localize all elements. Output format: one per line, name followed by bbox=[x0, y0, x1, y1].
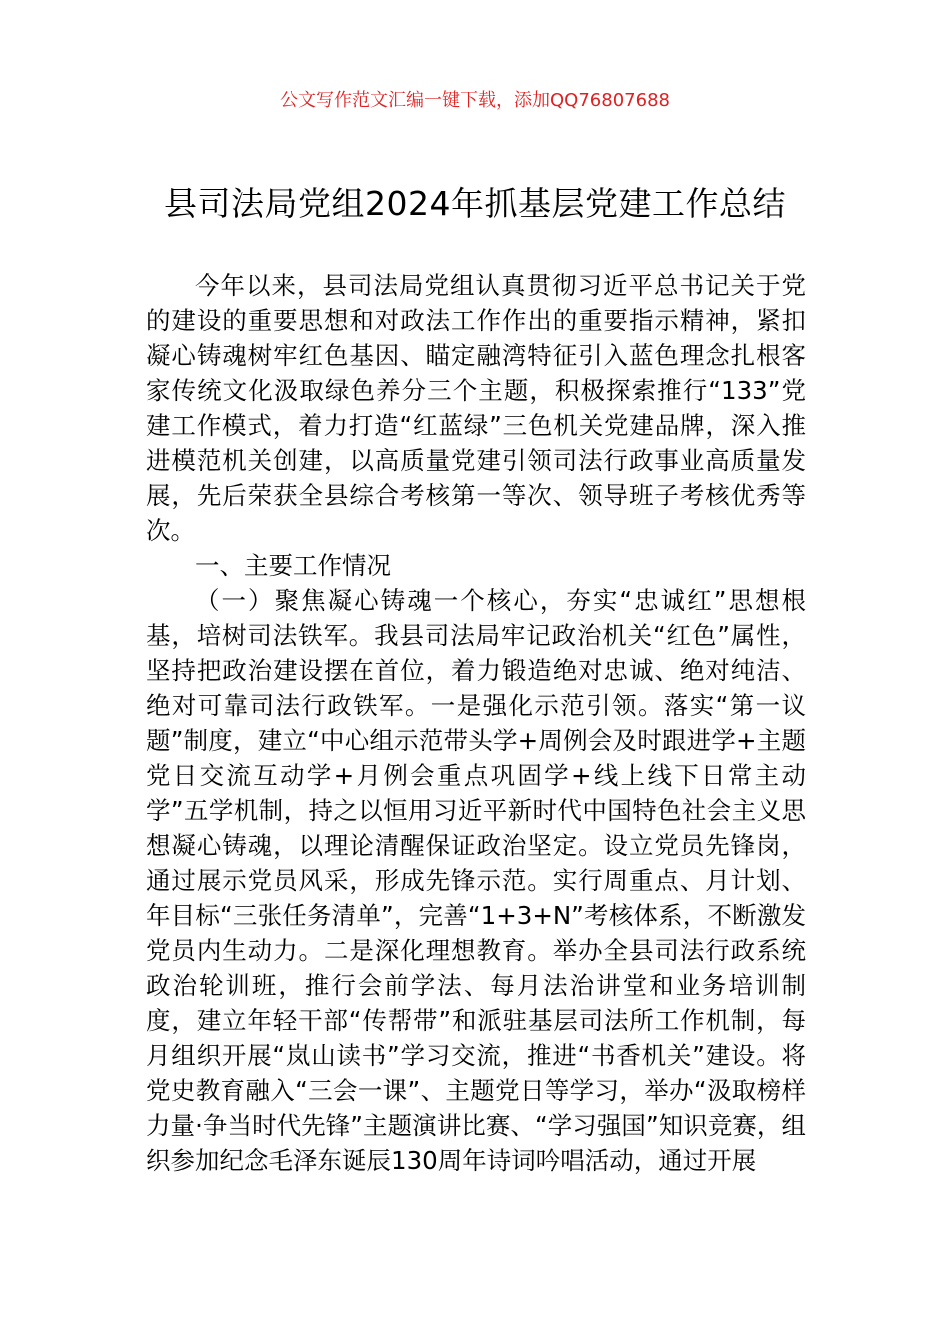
document-body bbox=[146, 268, 806, 1178]
header-note: 公文写作范文汇编一键下载，添加QQ76807688 bbox=[280, 90, 670, 111]
paragraph-section-1: （一）聚焦凝心铸魂一个核心，夯实“忠诚红”思想根基，培树司法铁军。我县司法局牢记政治机关“红色”属性，坚持把政治建设摆在首位，着力锻造绝对忠诚、绝对纯洁、绝对可靠司法行政铁军。一是强化示范引领。落实“第一议题”制度，建立“中心组示范带头学+周例会及时跟进学+主题党日交流互动学+月例会重点巩固学+线上线下日常主动学”五学机制，持之以恒用习近平新时代中国特色社会主义思想凝心铸魂，以理论清醒保证政治坚定。设立党员先锋岗，通过展示党员风采，形成先锋示范。实行周重点、月计划、年目标“三张任务清单”，完善“1+3+N”考核体系，不断激发党员内生动力。二是深化理想教育。举办全县司法行政系统政治轮训班，推行会前学法、每月法治讲堂和业务培训制度，建立年轻干部“传帮带”和派驻基层司法所工作机制，每月组织开展“岚山读书”学习交流，推进“书香机关”建设。将党史教育融入“三会一课”、主题党日等学习，举办“汲取榜样力量·争当时代先锋”主题演讲比赛、“学习强国”知识竞赛，组织参加纪念毛泽东诞辰130周年诗词吟唱活动，通过开展 bbox=[146, 586, 806, 1175]
paragraph-intro: 今年以来，县司法局党组认真贯彻习近平总书记关于党的建设的重要思想和对政法工作作出的重要指示精神，紧扣凝心铸魂树牢红色基因、瞄定融湾特征引入蓝色理念扎根客家传统文化汲取绿色养分三个主题，积极探索推行“133”党建工作模式，着力打造“红蓝绿”三色机关党建品牌，深入推进模范机关创建，以高质量党建引领司法行政事业高质量发展，先后荣获全县综合考核第一等次、领导班子考核优秀等次。 bbox=[146, 271, 806, 545]
section-heading: 一、主要工作情况 bbox=[195, 551, 391, 580]
document-title: 县司法局党组2024年抓基层党建工作总结 bbox=[164, 184, 786, 223]
